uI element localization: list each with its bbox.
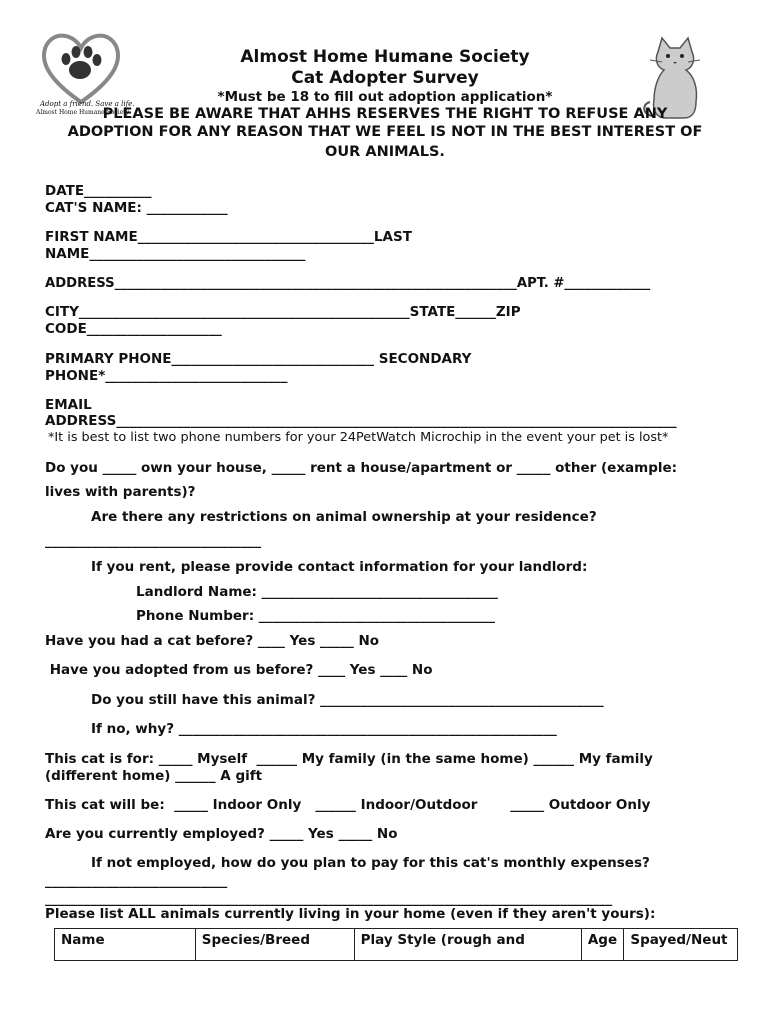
name-field-line-2[interactable]: NAME________________________________ (45, 246, 306, 262)
column-header-play-style: Play Style (rough and (354, 929, 581, 961)
column-header-age: Age (581, 929, 624, 961)
landlord-phone-field[interactable]: Phone Number: ___________________________________ (136, 608, 496, 624)
logo-org-name: Almost Home Humane Society (36, 109, 129, 116)
warning-line-2: ADOPTION FOR ANY REASON THAT WE FEEL IS NOT IN THE BEST INTEREST OF (67, 124, 703, 140)
if-no-why-question[interactable]: If no, why? ________________________________________________________ (91, 721, 557, 737)
not-employed-answer-line-2[interactable]: ________________________________________________________________________________________ (45, 892, 613, 907)
not-employed-question: If not employed, how do you plan to pay for this cat's monthly expenses? (91, 855, 650, 871)
column-header-name: Name (55, 929, 196, 961)
adopted-before-question[interactable]: Have you adopted from us before? ____ Yes ____ No (45, 662, 433, 678)
org-title: Almost Home Humane Society (240, 47, 530, 67)
cat-name-field[interactable]: CAT'S NAME: ____________ (45, 200, 228, 216)
landlord-intro: If you rent, please provide contact information for your landlord: (91, 559, 588, 575)
cat-will-be-question[interactable]: This cat will be: _____ Indoor Only ______ Indoor/Outdoor _____ Outdoor Only (45, 797, 651, 813)
column-header-species: Species/Breed (195, 929, 354, 961)
email-field-line-1[interactable]: EMAIL (45, 397, 92, 413)
cat-for-question-line-1[interactable]: This cat is for: _____ Myself ______ My family (in the same home) ______ My family (45, 751, 653, 767)
landlord-name-field[interactable]: Landlord Name: ___________________________________ (136, 584, 498, 600)
animals-table (54, 928, 738, 961)
animals-list-prompt: Please list ALL animals currently living in your home (even if they aren't yours): (45, 906, 656, 922)
address-field[interactable]: ADDRESS_____________________________________________________________APT. #_____________ (45, 276, 651, 291)
date-field[interactable]: DATE__________ (45, 183, 152, 199)
housing-question-line-2: lives with parents)? (45, 484, 196, 500)
column-header-spayed: Spayed/Neut (624, 929, 738, 961)
restrictions-question: Are there any restrictions on animal ownership at your residence? (91, 509, 597, 525)
warning-line-3: OUR ANIMALS. (325, 144, 445, 160)
employed-question[interactable]: Are you currently employed? _____ Yes _____ No (45, 826, 398, 842)
had-cat-question[interactable]: Have you had a cat before? ____ Yes _____ No (45, 633, 380, 649)
microchip-note: *It is best to list two phone numbers for your 24PetWatch Microchip in the event your pet is lost* (48, 430, 669, 445)
table-header-row (55, 929, 738, 961)
age-note: *Must be 18 to fill out adoption application* (217, 89, 553, 105)
city-field-line-1[interactable]: CITY_________________________________________________STATE______ZIP (45, 304, 521, 320)
name-field-line-1[interactable]: FIRST NAME___________________________________LAST (45, 229, 412, 245)
still-have-question[interactable]: Do you still have this animal? __________________________________________ (91, 692, 604, 708)
warning-line-1: PLEASE BE AWARE THAT AHHS RESERVES THE RIGHT TO REFUSE ANY (102, 106, 668, 122)
housing-question-line-1[interactable]: Do you _____ own your house, _____ rent a house/apartment or _____ other (example: (45, 460, 678, 476)
city-field-line-2[interactable]: CODE____________________ (45, 321, 222, 337)
logo-tagline: Adopt a friend. Save a life. (40, 100, 135, 108)
phone-field-line-1[interactable]: PRIMARY PHONE______________________________ SECONDARY (45, 351, 472, 367)
not-employed-answer-line-1[interactable]: ___________________________ (45, 873, 228, 889)
restrictions-answer-line[interactable]: ________________________________ (45, 533, 261, 549)
cat-for-question-line-2[interactable]: (different home) ______ A gift (45, 768, 263, 784)
phone-field-line-2[interactable]: PHONE*___________________________ (45, 368, 288, 384)
email-field-line-2[interactable]: ADDRESS___________________________________________________________________________________ (45, 413, 677, 429)
form-title: Cat Adopter Survey (291, 68, 479, 88)
